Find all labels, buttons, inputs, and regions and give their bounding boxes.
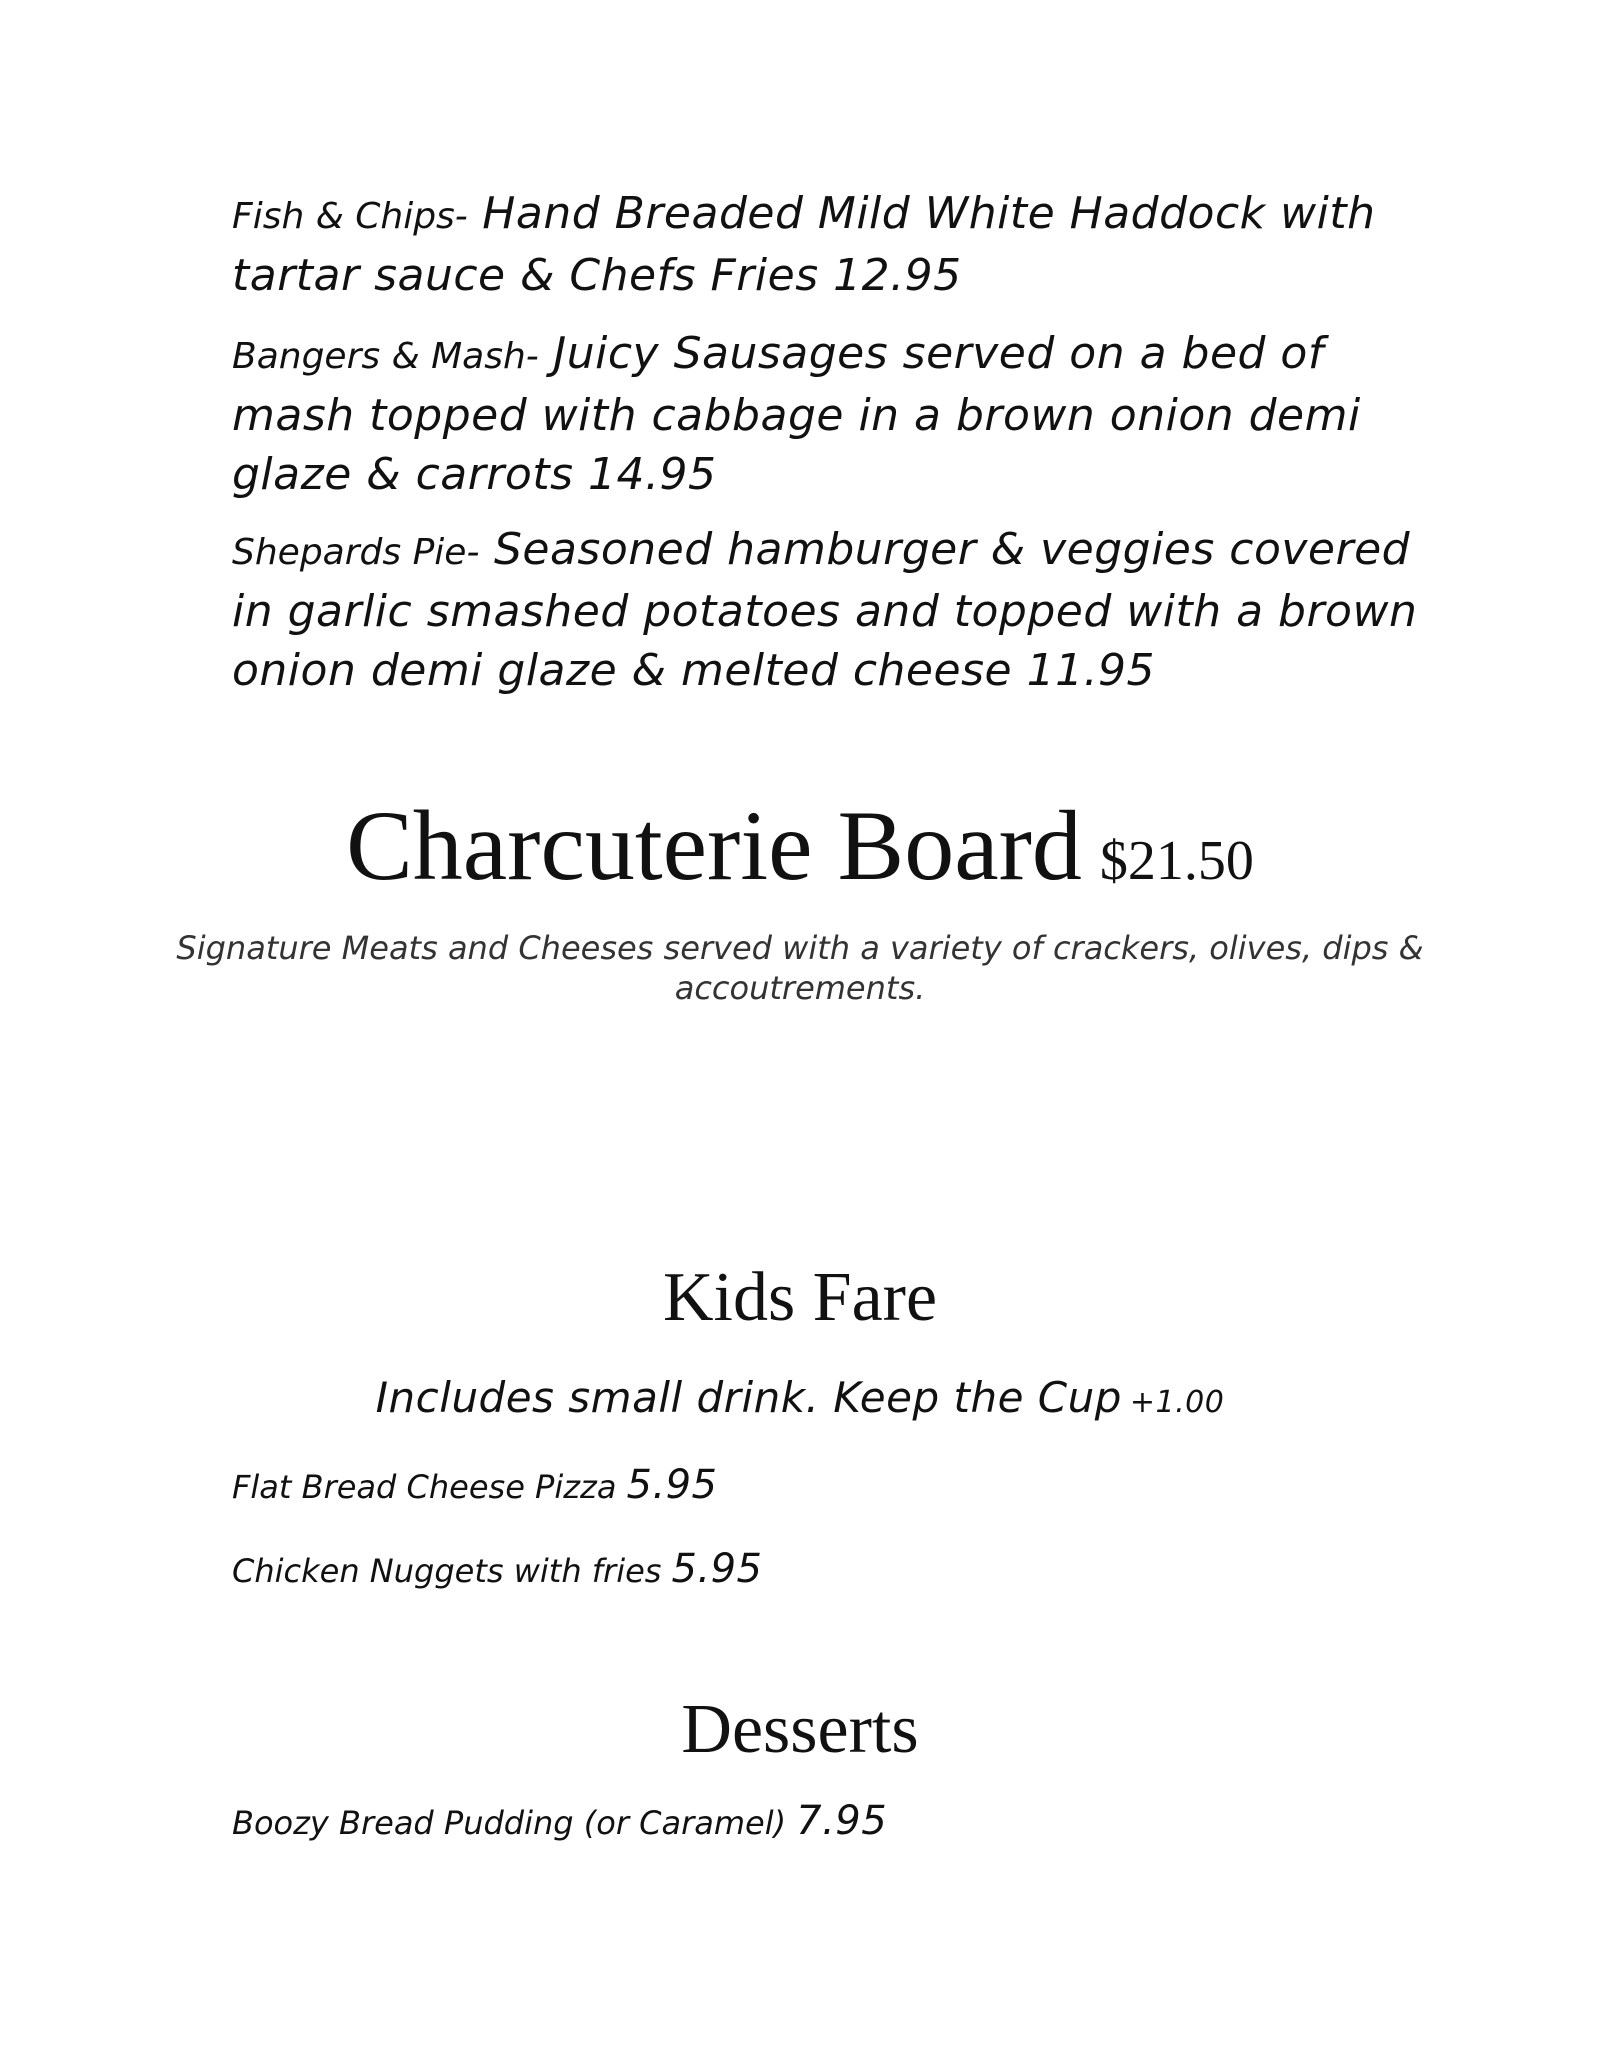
- menu-item-description: Juicy Sausages served on a bed of mash topped with cabbage in a brown onion demi glaze & carrots: [232, 328, 1361, 500]
- kids-item-price: 5.95: [671, 1546, 763, 1592]
- menu-item-bangers-and-mash: [232, 324, 1452, 504]
- kids-item: [232, 1544, 1432, 1602]
- menu-item-price: 11.95: [1026, 645, 1156, 696]
- charcuterie-price: $21.50: [1099, 830, 1254, 892]
- kids-fare-note: [0, 1370, 1600, 1431]
- menu-item-description: Seasoned hamburger & veggies covered in garlic smashed potatoes and topped with a brown onion demi glaze & melted cheese: [232, 524, 1418, 696]
- menu-item-shepards-pie: [232, 520, 1452, 700]
- menu-item-name: Fish & Chips-: [232, 196, 468, 237]
- dessert-item-price: 7.95: [796, 1798, 888, 1844]
- charcuterie-description: Signature Meats and Cheeses served with a variety of crackers, olives, dips & accoutrements.: [176, 929, 1424, 1007]
- menu-item-description: Hand Breaded Mild White Haddock with tartar sauce & Chefs Fries: [232, 188, 1376, 301]
- desserts-heading: Desserts: [681, 1691, 919, 1768]
- kids-item-price: 5.95: [626, 1462, 718, 1508]
- kids-item-name: Flat Bread Cheese Pizza: [232, 1468, 617, 1506]
- menu-item-price: 12.95: [833, 250, 962, 301]
- dessert-item: [232, 1796, 1432, 1854]
- kids-note-text: Includes small drink. Keep the Cup: [375, 1373, 1122, 1422]
- menu-item-price: 14.95: [588, 449, 717, 500]
- charcuterie-title: Charcuterie Board: [346, 790, 1082, 901]
- kids-item: [232, 1460, 1432, 1518]
- menu-item-name: Bangers & Mash-: [232, 336, 539, 377]
- kids-fare-heading: Kids Fare: [662, 1259, 938, 1336]
- kids-note-extra-price: +1.00: [1129, 1385, 1225, 1420]
- kids-item-name: Chicken Nuggets with fries: [232, 1552, 662, 1590]
- charcuterie-heading: [0, 786, 1600, 935]
- dessert-item-name: Boozy Bread Pudding (or Caramel): [232, 1804, 787, 1842]
- menu-item-name: Shepards Pie-: [232, 532, 480, 573]
- menu-item-fish-and-chips: [232, 184, 1452, 305]
